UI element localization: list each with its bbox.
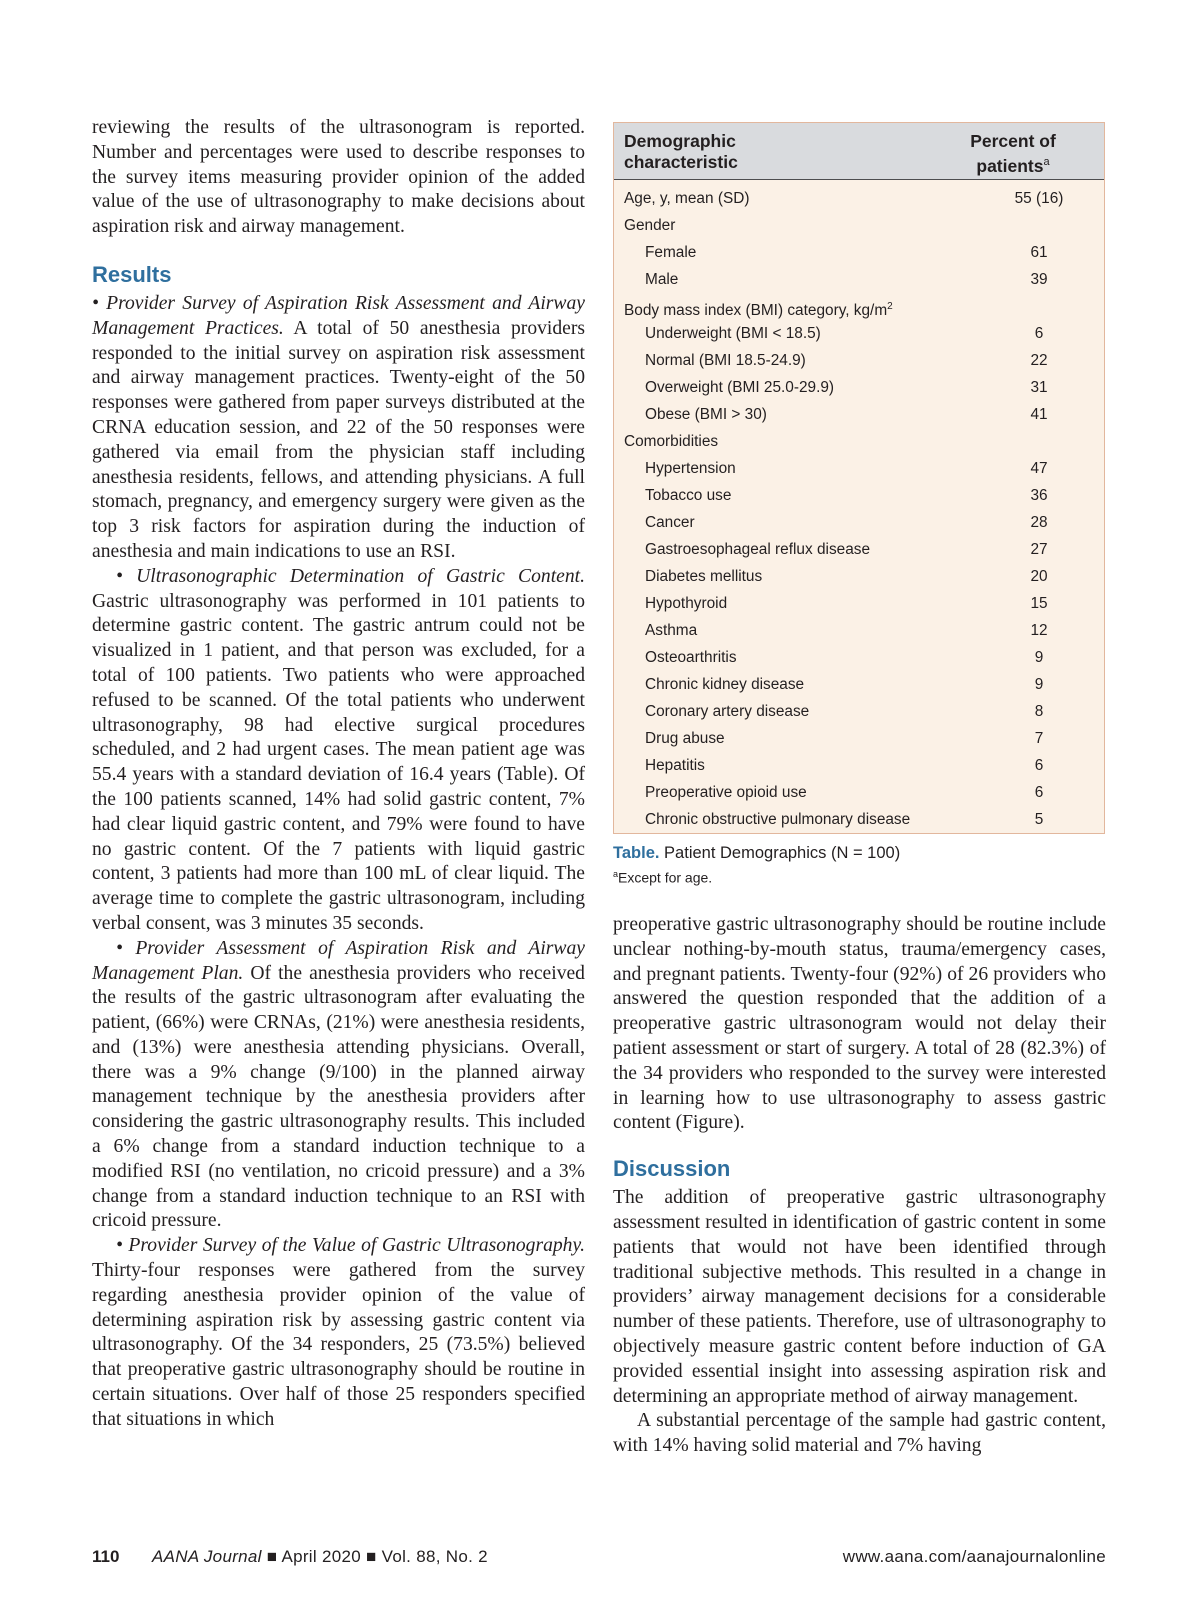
paragraph-title: • Provider Survey of the Value of Gastric Ultrasonography. bbox=[116, 1235, 585, 1257]
continuation-paragraph: preoperative gastric ultrasonography should be routine include unclear nothing-by-mouth status, trauma/emergency cases, and pregnant patients. Twenty-four (92%) of 26 providers who answered the question responded that the addition of a preoperative gastric ultrasonogram would not delay their patient assessment or start of surgery. A total of 28 (82.3%) of the 34 providers who responded to the survey were interested in learning how to use ultrasonography to assess gastric content (Figure). bbox=[613, 914, 1106, 1134]
footnote-text: Except for age. bbox=[618, 869, 713, 886]
paragraph-title: • Provider Assessment of Aspiration Risk and Airway Management Plan. bbox=[92, 937, 585, 984]
paragraph-text: Gastric ultrasonography was performed in 101 patients to determine gastric content. The gastric antrum could not be visualized in 1 patient, and that person was excluded, for a total of 100 patients. Two patients who were approached refused to be scanned. Of the total patients who underwent ultrasonography, 98 had elective surgical procedures scheduled, and 2 had urgent cases. The mean patient age was 55.4 years with a standard deviation of 16.4 years (Table). Of the 100 patients scanned, 14% had solid gastric content, 7% had clear liquid gastric content, and 79% were found to have no gastric content. Of the 7 patients with liquid gastric content, 3 patients had more than 100 mL of clear liquid. The average time to complete the gastric ultrasonogram, including verbal consent, was 3 minutes 35 seconds. bbox=[92, 590, 585, 934]
row-label-text: Asthma bbox=[645, 622, 698, 639]
paragraph-title: • Provider Survey of Aspiration Risk Assessment and Airway Management Practices. bbox=[92, 292, 585, 339]
paragraph-provider-survey bbox=[92, 292, 585, 565]
volume: Vol. 88, No. 2 bbox=[381, 1547, 488, 1566]
caption-text: Patient Demographics (N = 100) bbox=[659, 844, 901, 862]
row-label-text: Male bbox=[645, 271, 679, 288]
table-row bbox=[614, 320, 1104, 347]
caption-label: Table. bbox=[613, 844, 660, 862]
row-label bbox=[645, 644, 737, 671]
journal-url[interactable]: www.aana.com/aanajournalonline bbox=[842, 1547, 1106, 1566]
row-label bbox=[624, 185, 749, 212]
row-label bbox=[624, 212, 675, 239]
row-value: 61 bbox=[1030, 244, 1048, 261]
left-column bbox=[92, 116, 585, 1433]
paragraph-provider-assessment bbox=[92, 937, 585, 1235]
row-label bbox=[645, 617, 697, 644]
paragraph-ultrasonographic-determination bbox=[92, 565, 585, 937]
table-row bbox=[614, 428, 1104, 455]
discussion-heading: Discussion bbox=[613, 1156, 731, 1182]
row-value: 8 bbox=[1034, 703, 1044, 720]
row-value: 55 (16) bbox=[1014, 190, 1064, 207]
row-label-text: Hypothyroid bbox=[645, 595, 728, 612]
row-label bbox=[645, 320, 821, 347]
row-value: 12 bbox=[1030, 622, 1048, 639]
row-label bbox=[645, 509, 695, 536]
row-value: 5 bbox=[1034, 811, 1044, 828]
row-label-text: Underweight (BMI < 18.5) bbox=[645, 325, 821, 342]
table-row bbox=[614, 536, 1104, 563]
table-row bbox=[614, 671, 1104, 698]
table-caption bbox=[613, 843, 900, 863]
row-label bbox=[645, 806, 910, 833]
table-row bbox=[614, 590, 1104, 617]
row-value: 6 bbox=[1034, 784, 1044, 801]
paragraph-text: Thirty-four responses were gathered from the survey regarding anesthesia provider opinion of the value of determining aspiration risk by assessing gastric content via ultrasonography. Of the 34 responders, 25 (73.5%) believed that preoperative gastric ultrasonography should be routine in certain situations. Over half of those 25 responders specified that situations in which bbox=[92, 1260, 585, 1430]
paragraph-text: A total of 50 anesthesia providers responded to the initial survey on aspiration risk assessment and airway management practices. Twenty-eight of the 50 responses were gathered from paper surveys distributed at the CRNA education session, and 22 of the 50 responses were gathered via email from the physician staff including anesthesia residents, fellows, and attending physicians. A full stomach, pregnancy, and emergency surgery were given as the top 3 risk factors for aspiration during the induction of anesthesia and main indications to use an RSI. bbox=[92, 317, 585, 562]
discussion-paragraph-2: A substantial percentage of the sample had gastric content, with 14% having solid material and 7% having bbox=[613, 1410, 1106, 1457]
journal-name: AANA Journal bbox=[152, 1547, 262, 1566]
row-label-text: Body mass index (BMI) category, kg/m bbox=[624, 302, 888, 320]
row-label-text: Overweight (BMI 25.0-29.9) bbox=[645, 379, 835, 396]
table-body bbox=[614, 180, 1104, 833]
right-column bbox=[613, 913, 1106, 1459]
row-value: 9 bbox=[1034, 649, 1044, 666]
row-value: 6 bbox=[1034, 325, 1044, 342]
row-label-text: Hypertension bbox=[645, 460, 736, 477]
table-header bbox=[614, 123, 1104, 180]
table-row bbox=[614, 698, 1104, 725]
row-label-text: Tobacco use bbox=[645, 487, 732, 504]
row-label bbox=[645, 239, 696, 266]
row-label-text: Gender bbox=[624, 217, 676, 234]
row-label-sup: 2 bbox=[887, 301, 893, 312]
row-label-text: Gastroesophageal reflux disease bbox=[645, 541, 871, 558]
table-row bbox=[614, 185, 1104, 212]
row-label-text: Chronic kidney disease bbox=[645, 676, 805, 693]
paragraph-title: • Ultrasonographic Determination of Gastric Content. bbox=[116, 565, 585, 587]
row-label bbox=[645, 779, 807, 806]
row-value: 28 bbox=[1030, 514, 1048, 531]
row-label-text: Chronic obstructive pulmonary disease bbox=[645, 811, 911, 828]
row-label bbox=[645, 698, 809, 725]
row-label bbox=[624, 428, 718, 455]
row-label-text: Normal (BMI 18.5-24.9) bbox=[645, 352, 806, 369]
row-label-text: Osteoarthritis bbox=[645, 649, 737, 666]
row-value: 15 bbox=[1030, 595, 1048, 612]
row-label bbox=[645, 401, 767, 428]
row-label-text: Diabetes mellitus bbox=[645, 568, 763, 585]
table-row bbox=[614, 401, 1104, 428]
results-heading: Results bbox=[92, 261, 172, 287]
row-label bbox=[645, 455, 736, 482]
row-label bbox=[645, 347, 806, 374]
table-row bbox=[614, 806, 1104, 833]
header-percent bbox=[954, 131, 1072, 177]
row-label-text: Female bbox=[645, 244, 697, 261]
row-value: 9 bbox=[1034, 676, 1044, 693]
row-label-text: Coronary artery disease bbox=[645, 703, 810, 720]
page-number: 110 bbox=[92, 1547, 120, 1566]
separator: ■ bbox=[261, 1547, 282, 1566]
table-row bbox=[614, 374, 1104, 401]
table-row bbox=[614, 455, 1104, 482]
row-label bbox=[645, 590, 727, 617]
intro-paragraph: reviewing the results of the ultrasonogram is reported. Number and percentages were used to describe responses to the survey items measuring provider opinion of the added value of the use of ultrasonography to make decisions about aspiration risk and airway management. bbox=[92, 117, 585, 238]
row-label-text: Age, y, mean (SD) bbox=[624, 190, 750, 207]
row-label bbox=[645, 671, 804, 698]
table-footnote bbox=[613, 865, 712, 887]
table-row bbox=[614, 212, 1104, 239]
header-percent-label: Percent of patients bbox=[970, 131, 1056, 176]
journal-info bbox=[152, 1547, 488, 1567]
row-label bbox=[645, 536, 870, 563]
demographics-table bbox=[613, 122, 1105, 834]
row-value: 41 bbox=[1030, 406, 1048, 423]
paragraph-value-survey bbox=[92, 1234, 585, 1432]
row-value: 31 bbox=[1030, 379, 1048, 396]
row-label-text: Cancer bbox=[645, 514, 695, 531]
row-value: 7 bbox=[1034, 730, 1044, 747]
issue-date: April 2020 bbox=[281, 1547, 361, 1566]
paragraph-text: Of the anesthesia providers who received the results of the gastric ultrasonogram after evaluating the patient, (66%) were CRNAs, (21%) were anesthesia residents, and (13%) were anesthesia attending physicians. Overall, there was a 9% change (9/100) in the planned airway management technique by the anesthesia providers after considering the gastric ultrasonography results. This included a 6% change from a standard induction technique to a modified RSI (no ventilation, no cricoid pressure) and a 3% change from a standard induction technique to an RSI with cricoid pressure. bbox=[92, 962, 585, 1232]
row-label-text: Obese (BMI > 30) bbox=[645, 406, 767, 423]
footnote-sup: a bbox=[613, 869, 619, 879]
header-percent-sup: a bbox=[1043, 156, 1050, 168]
discussion-paragraph-1: The addition of preoperative gastric ultrasonography assessment resulted in identification of gastric content in some patients that would not have been identified through traditional subjective methods. This resulted in a change in providers’ airway management decisions for a considerable number of these patients. Therefore, use of ultrasonography to objectively measure gastric content before induction of GA provided essential insight into assessing aspiration risk and determining an appropriate method of airway management. bbox=[613, 1187, 1106, 1407]
separator: ■ bbox=[361, 1547, 382, 1566]
table-row bbox=[614, 617, 1104, 644]
header-demographic: Demographic characteristic bbox=[624, 131, 738, 172]
table-row bbox=[614, 779, 1104, 806]
table-row bbox=[614, 347, 1104, 374]
row-label-text: Drug abuse bbox=[645, 730, 725, 747]
row-value: 22 bbox=[1030, 352, 1048, 369]
row-value: 47 bbox=[1030, 460, 1048, 477]
row-value: 27 bbox=[1030, 541, 1048, 558]
row-value: 6 bbox=[1034, 757, 1044, 774]
table-row bbox=[614, 509, 1104, 536]
table-row bbox=[614, 266, 1104, 293]
page-footer bbox=[92, 1547, 1106, 1571]
table-row bbox=[614, 482, 1104, 509]
row-label bbox=[645, 266, 678, 293]
table-row bbox=[614, 644, 1104, 671]
row-label bbox=[645, 482, 731, 509]
table-row bbox=[614, 752, 1104, 779]
table-row bbox=[614, 239, 1104, 266]
row-label bbox=[645, 374, 834, 401]
table-row bbox=[614, 725, 1104, 752]
row-label bbox=[645, 752, 705, 779]
row-label-text: Hepatitis bbox=[645, 757, 705, 774]
row-label-text: Preoperative opioid use bbox=[645, 784, 807, 801]
row-value: 39 bbox=[1030, 271, 1048, 288]
row-value: 36 bbox=[1030, 487, 1048, 504]
row-label bbox=[645, 725, 725, 752]
row-value: 20 bbox=[1030, 568, 1048, 585]
row-label bbox=[645, 563, 762, 590]
table-row bbox=[614, 293, 1104, 320]
table-row bbox=[614, 563, 1104, 590]
row-label-text: Comorbidities bbox=[624, 433, 719, 450]
